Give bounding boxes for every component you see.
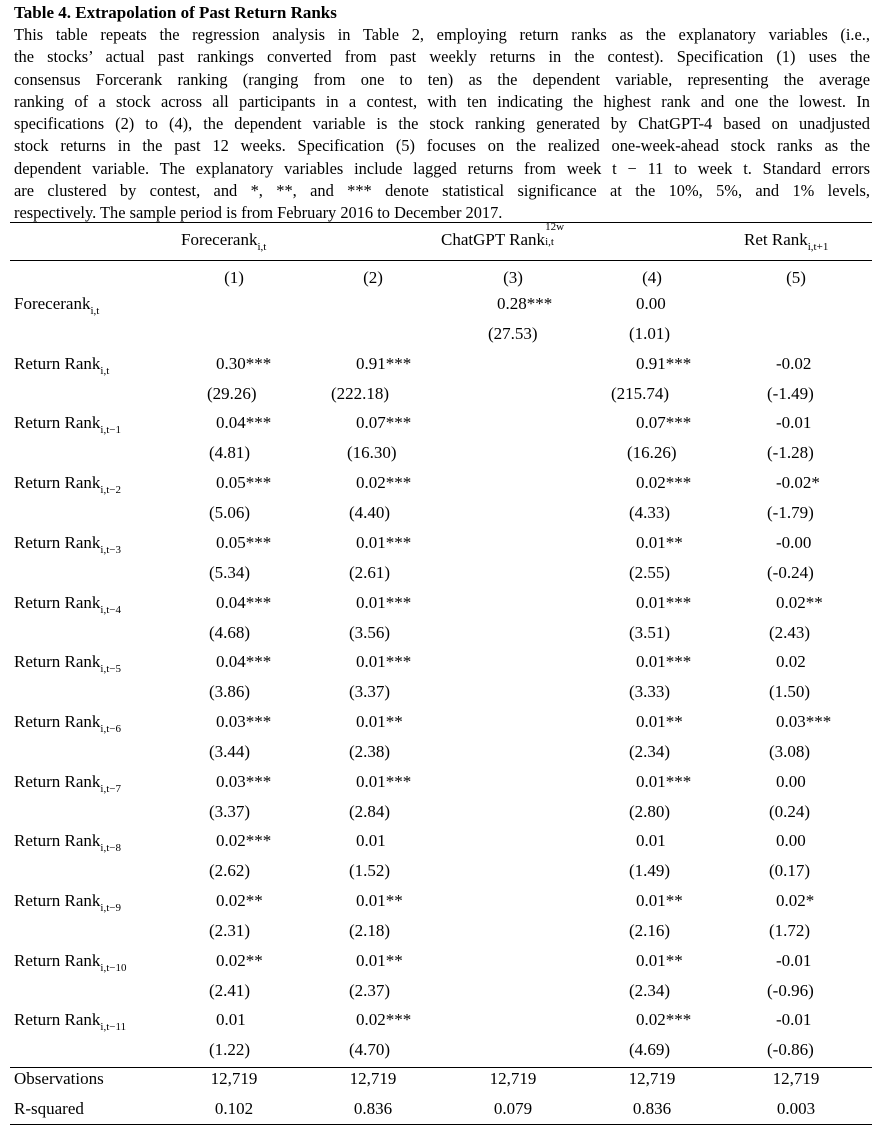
footer-label: R-squared (14, 1099, 84, 1118)
coefficient-cell: 0.03*** (216, 712, 272, 731)
row-label (14, 1010, 127, 1033)
t-stat-cell: (-0.86) (767, 1040, 814, 1059)
header-retrank (744, 230, 829, 253)
t-stat-cell: (29.26) (207, 384, 257, 403)
row-label-text: Forecerank (14, 294, 91, 313)
row-label-sub: i,t−9 (100, 902, 121, 914)
row-label (14, 772, 121, 795)
t-stat-cell: (-1.49) (767, 384, 814, 403)
caption-line: specifications (2) to (4), the dependent variable is the stock ranking generated by ChatGPT-4 based on unadjusted (14, 114, 870, 134)
row-label (14, 712, 121, 735)
coefficient-cell: 0.02 (776, 652, 806, 671)
caption-line: stock returns in the past 12 weeks. Specification (5) focuses on the realized one-week-ahead stock ranks as the (14, 136, 870, 156)
row-label-sub: i,t−2 (100, 484, 121, 496)
header-chatgpt-sup: 12w (545, 221, 565, 233)
t-stat-cell: (3.33) (629, 682, 671, 701)
row-label-sub: i,t−8 (100, 842, 121, 854)
t-stat-cell: (-1.79) (767, 503, 814, 522)
coefficient-cell: -0.00 (776, 533, 812, 552)
spec-number: (5) (786, 268, 806, 287)
bottom-rule (10, 1124, 872, 1125)
coefficient-cell: 0.01*** (356, 652, 412, 671)
row-label-text: Return Rank (14, 354, 101, 373)
t-stat-cell: (3.51) (629, 623, 671, 642)
t-stat-cell: (0.17) (769, 861, 811, 880)
t-stat-cell: (2.18) (349, 921, 391, 940)
header-chatgpt-base: ChatGPT Rank (441, 230, 546, 249)
coefficient-cell: 0.01*** (356, 593, 412, 612)
coefficient-cell: 0.02*** (636, 1010, 692, 1029)
t-stat-cell: (1.50) (769, 682, 811, 701)
t-stat-cell: (1.01) (629, 324, 671, 343)
t-stat-cell: (4.33) (629, 503, 671, 522)
t-stat-cell: (1.22) (209, 1040, 251, 1059)
coefficient-cell: 0.01*** (356, 533, 412, 552)
row-label-sub: i,t−6 (100, 723, 121, 735)
spec-number: (4) (642, 268, 662, 287)
t-stat-cell: (2.41) (209, 981, 251, 1000)
row-label-sub: i,t−3 (100, 544, 121, 556)
t-stat-cell: (5.34) (209, 563, 251, 582)
footer-value: 12,719 (489, 1069, 537, 1088)
t-stat-cell: (27.53) (488, 324, 538, 343)
coefficient-cell: 0.00 (776, 772, 806, 791)
spec-number: (3) (503, 268, 523, 287)
t-stat-cell: (1.52) (349, 861, 391, 880)
coefficient-cell: 0.01 (636, 831, 666, 850)
coefficient-cell: 0.02** (776, 593, 823, 612)
coefficient-cell: 0.05*** (216, 473, 272, 492)
footer-value: 12,719 (628, 1069, 676, 1088)
t-stat-cell: (-1.28) (767, 443, 814, 462)
t-stat-cell: (1.49) (629, 861, 671, 880)
t-stat-cell: (1.72) (769, 921, 811, 940)
row-label-text: Return Rank (14, 473, 101, 492)
top-rule (10, 222, 872, 223)
coefficient-cell: 0.04*** (216, 593, 272, 612)
coefficient-cell: 0.00 (776, 831, 806, 850)
footer-value: 0.102 (214, 1099, 254, 1118)
row-label-text: Return Rank (14, 891, 101, 910)
header-retrank-base: Ret Rank (744, 230, 808, 249)
caption-line: dependent variable. The explanatory variables include lagged returns from week t − 11 to week t. Standard errors (14, 158, 870, 178)
row-label-text: Return Rank (14, 652, 101, 671)
coefficient-cell: 0.07*** (356, 413, 412, 432)
row-label (14, 354, 110, 377)
t-stat-cell: (5.06) (209, 503, 251, 522)
row-label-text: Return Rank (14, 593, 101, 612)
coefficient-cell: 0.01 (356, 831, 386, 850)
t-stat-cell: (2.31) (209, 921, 251, 940)
header-forecerank-base: Forecerank (181, 230, 258, 249)
coefficient-cell: 0.01 (216, 1010, 246, 1029)
coefficient-cell: 0.01** (356, 712, 403, 731)
caption-line: are clustered by contest, and *, **, and *** denote statistical significance at the 10%, 5%, and 1% levels, (14, 181, 870, 201)
coefficient-cell: -0.01 (776, 413, 812, 432)
t-stat-cell: (4.81) (209, 443, 251, 462)
coefficient-cell: 0.02*** (356, 1010, 412, 1029)
row-label (14, 652, 121, 675)
row-label-sub: i,t−11 (100, 1021, 127, 1033)
row-label (14, 891, 121, 914)
t-stat-cell: (2.16) (629, 921, 671, 940)
coefficient-cell: 0.03*** (216, 772, 272, 791)
spec-number: (1) (224, 268, 244, 287)
row-label (14, 951, 127, 974)
t-stat-cell: (3.44) (209, 742, 251, 761)
coefficient-cell: 0.01*** (356, 772, 412, 791)
t-stat-cell: (4.68) (209, 623, 251, 642)
coefficient-cell: 0.02* (776, 891, 815, 910)
t-stat-cell: (2.55) (629, 563, 671, 582)
coefficient-cell: 0.01** (356, 891, 403, 910)
caption-line: ranking of a stock across all participants in a contest, with ten indicating the highest rank and one the lowest. In (14, 91, 870, 111)
t-stat-cell: (-0.24) (767, 563, 814, 582)
coefficient-cell: -0.01 (776, 951, 812, 970)
coefficient-cell: 0.04*** (216, 413, 272, 432)
row-label-sub: i,t−7 (100, 783, 121, 795)
t-stat-cell: (2.43) (769, 623, 811, 642)
header-forecerank-sub: i,t (257, 241, 267, 253)
row-label-text: Return Rank (14, 831, 101, 850)
header-retrank-sub: i,t+1 (807, 241, 829, 253)
table-title: Table 4. Extrapolation of Past Return Ranks (14, 3, 337, 22)
coefficient-cell: 0.01** (636, 533, 683, 552)
t-stat-cell: (2.34) (629, 742, 671, 761)
row-label-text: Return Rank (14, 533, 101, 552)
footer-value: 12,719 (210, 1069, 258, 1088)
coefficient-cell: 0.07*** (636, 413, 692, 432)
row-label (14, 831, 121, 854)
t-stat-cell: (4.70) (349, 1040, 391, 1059)
t-stat-cell: (16.30) (347, 443, 397, 462)
header-chatgpt-sub: i,t (545, 236, 554, 248)
coefficient-cell: -0.02* (776, 473, 820, 492)
coefficient-cell: 0.05*** (216, 533, 272, 552)
t-stat-cell: (2.80) (629, 802, 671, 821)
row-label-sub: i,t−4 (100, 604, 121, 616)
footer-value: 0.836 (353, 1099, 393, 1118)
coefficient-cell: 0.01** (356, 951, 403, 970)
t-stat-cell: (-0.96) (767, 981, 814, 1000)
t-stat-cell: (2.37) (349, 981, 391, 1000)
row-label (14, 533, 121, 556)
coefficient-cell: 0.00 (636, 294, 666, 313)
coefficient-cell: 0.02** (216, 951, 263, 970)
coefficient-cell: 0.01*** (636, 652, 692, 671)
row-label (14, 413, 121, 436)
row-label-sub: i,t−5 (100, 663, 121, 675)
row-label-sub: i,t−1 (100, 424, 121, 436)
row-label-text: Return Rank (14, 951, 101, 970)
t-stat-cell: (2.84) (349, 802, 391, 821)
caption-line: the stocks’ actual past rankings converted from past weekly returns in the contest). Specification (1) uses the (14, 47, 870, 67)
t-stat-cell: (4.69) (629, 1040, 671, 1059)
coefficient-cell: 0.01*** (636, 772, 692, 791)
t-stat-cell: (16.26) (627, 443, 677, 462)
row-label (14, 294, 100, 317)
t-stat-cell: (3.37) (209, 802, 251, 821)
coefficient-cell: 0.02*** (216, 831, 272, 850)
footer-value: 0.836 (632, 1099, 672, 1118)
spec-number: (2) (363, 268, 383, 287)
row-label-text: Return Rank (14, 1010, 101, 1029)
coefficient-cell: -0.01 (776, 1010, 812, 1029)
footer-rule (10, 1067, 872, 1068)
coefficient-cell: 0.01** (636, 951, 683, 970)
row-label-sub: i,t (100, 365, 110, 377)
t-stat-cell: (2.34) (629, 981, 671, 1000)
coefficient-cell: 0.01** (636, 712, 683, 731)
t-stat-cell: (3.56) (349, 623, 391, 642)
footer-value: 12,719 (772, 1069, 820, 1088)
t-stat-cell: (2.62) (209, 861, 251, 880)
header-rule (10, 260, 872, 261)
footer-value: 12,719 (349, 1069, 397, 1088)
t-stat-cell: (215.74) (611, 384, 670, 403)
t-stat-cell: (3.37) (349, 682, 391, 701)
footer-label: Observations (14, 1069, 104, 1088)
coefficient-cell: 0.01*** (636, 593, 692, 612)
coefficient-cell: 0.28*** (497, 294, 553, 313)
coefficient-cell: 0.04*** (216, 652, 272, 671)
coefficient-cell: 0.02** (216, 891, 263, 910)
footer-value: 0.003 (776, 1099, 816, 1118)
row-label-sub: i,t (90, 305, 100, 317)
row-label-text: Return Rank (14, 413, 101, 432)
row-label (14, 593, 121, 616)
caption-line: consensus Forcerank ranking (ranging from one to ten) as the dependent variable, representing the average (14, 69, 870, 89)
t-stat-cell: (4.40) (349, 503, 391, 522)
t-stat-cell: (0.24) (769, 802, 811, 821)
footer-value: 0.079 (493, 1099, 533, 1118)
coefficient-cell: 0.03*** (776, 712, 832, 731)
row-label-text: Return Rank (14, 712, 101, 731)
t-stat-cell: (2.38) (349, 742, 391, 761)
t-stat-cell: (2.61) (349, 563, 391, 582)
table-caption (14, 24, 870, 225)
row-label (14, 473, 121, 496)
t-stat-cell: (3.86) (209, 682, 251, 701)
header-chatgpt (441, 221, 567, 250)
caption-line: respectively. The sample period is from February 2016 to December 2017. (14, 203, 503, 223)
coefficient-cell: 0.01** (636, 891, 683, 910)
coefficient-cell: 0.91*** (356, 354, 412, 373)
t-stat-cell: (3.08) (769, 742, 811, 761)
caption-line: This table repeats the regression analysis in Table 2, employing return ranks as the explanatory variables (i.e., (14, 25, 870, 44)
coefficient-cell: 0.02*** (636, 473, 692, 492)
row-label-text: Return Rank (14, 772, 101, 791)
coefficient-cell: 0.30*** (216, 354, 272, 373)
coefficient-cell: -0.02 (776, 354, 812, 373)
row-label-sub: i,t−10 (100, 962, 127, 974)
header-forecerank (181, 230, 267, 253)
t-stat-cell: (222.18) (331, 384, 390, 403)
coefficient-cell: 0.91*** (636, 354, 692, 373)
coefficient-cell: 0.02*** (356, 473, 412, 492)
